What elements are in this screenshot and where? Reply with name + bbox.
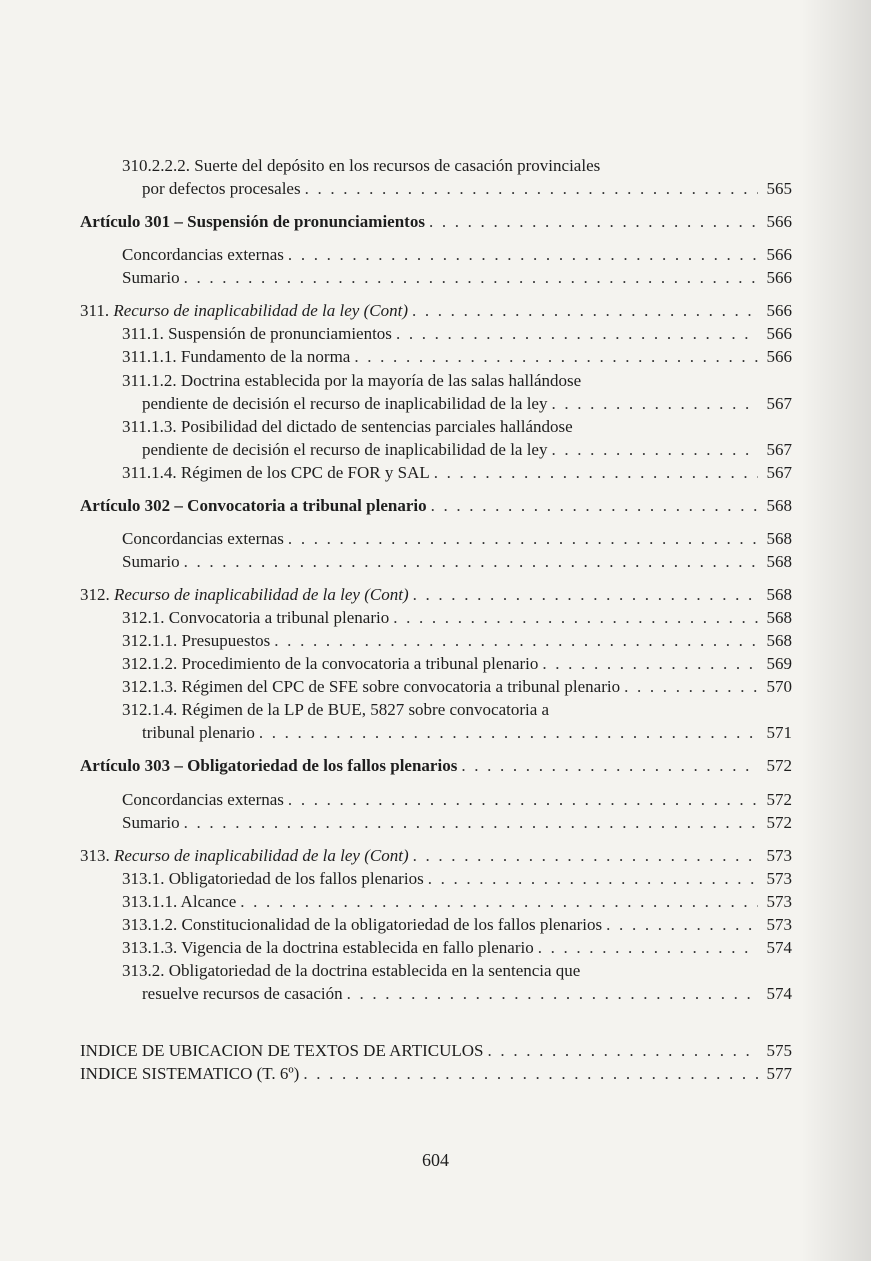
toc-entry-text: 312.1.1. Presupuestos xyxy=(122,631,271,651)
toc-entry[interactable] xyxy=(80,527,792,550)
leader-dots xyxy=(412,299,758,322)
toc-entry[interactable] xyxy=(80,629,792,652)
toc-page: 573 xyxy=(766,868,792,888)
toc-entry[interactable] xyxy=(80,652,792,675)
section-number: 312. xyxy=(80,584,110,604)
toc-entry-text: 313.2. Obligatoriedad de la doctrina establecida en la sentencia que xyxy=(122,961,581,981)
toc-page: 573 xyxy=(766,914,792,934)
toc-entry[interactable] xyxy=(80,243,792,266)
toc-page: 569 xyxy=(766,654,792,674)
section-name: Recurso de inaplicabilidad de la ley (Cont) xyxy=(114,845,409,865)
toc-entry-text: INDICE SISTEMATICO (T. 6º) xyxy=(80,1064,300,1084)
toc-page: 574 xyxy=(766,938,792,958)
toc-page: 566 xyxy=(766,245,792,265)
leader-dots xyxy=(288,243,758,266)
toc-section-312[interactable] xyxy=(80,583,792,606)
leader-dots xyxy=(624,675,758,698)
toc-page: 570 xyxy=(766,677,792,697)
toc-page: 572 xyxy=(766,812,792,832)
leader-dots xyxy=(461,754,758,777)
toc-entry[interactable] xyxy=(80,550,792,573)
toc-entry-text: 312.1.4. Régimen de la LP de BUE, 5827 sobre convocatoria a xyxy=(122,700,550,720)
toc-entry[interactable] xyxy=(80,890,792,913)
toc-page: 568 xyxy=(766,551,792,571)
page-edge-shadow xyxy=(801,0,871,1261)
section-name: Recurso de inaplicabilidad de la ley (Cont) xyxy=(114,584,409,604)
toc-entry-text-cont: por defectos procesales xyxy=(142,179,301,198)
toc-entry-text-cont: pendiente de decisión el recurso de inaplicabilidad de la ley xyxy=(142,439,548,459)
toc-page: 566 xyxy=(766,301,792,321)
leader-dots xyxy=(393,606,758,629)
toc-entry-text: 313.1.2. Constitucionalidad de la obligatoriedad de los fallos plenarios xyxy=(122,914,603,934)
toc-entry-text: Sumario xyxy=(122,268,180,288)
toc-page: 568 xyxy=(766,495,792,515)
toc-entry-text: 311.1.2. Doctrina establecida por la mayoría de las salas hallándose xyxy=(122,370,582,390)
toc-page: 572 xyxy=(766,756,792,776)
leader-dots xyxy=(542,652,758,675)
toc-page: 577 xyxy=(766,1064,792,1084)
toc-section-311[interactable] xyxy=(80,299,792,322)
leader-dots xyxy=(488,1039,758,1062)
leader-dots xyxy=(259,721,758,744)
toc-entry[interactable] xyxy=(80,606,792,629)
leader-dots xyxy=(240,890,758,913)
toc-page: 567 xyxy=(766,462,792,482)
toc-entry-text: Concordancias externas xyxy=(122,528,284,548)
toc-page: 573 xyxy=(766,845,792,865)
page-number: 604 xyxy=(422,1150,449,1170)
toc-entry-text: Concordancias externas xyxy=(122,245,284,265)
toc-page: 566 xyxy=(766,212,792,231)
toc-page: 567 xyxy=(766,439,792,459)
toc-entry[interactable] xyxy=(80,788,792,811)
toc-entry[interactable] xyxy=(80,415,792,461)
section-number: 313. xyxy=(80,845,110,865)
toc-page: 568 xyxy=(766,584,792,604)
toc-index-entry[interactable] xyxy=(80,1062,792,1085)
leader-dots xyxy=(428,867,758,890)
toc-article-301[interactable] xyxy=(80,210,792,233)
toc-entry-text-cont: pendiente de decisión el recurso de inaplicabilidad de la ley xyxy=(142,393,548,413)
toc-page: 566 xyxy=(766,324,792,344)
toc-entry[interactable] xyxy=(80,811,792,834)
leader-dots xyxy=(413,844,758,867)
toc-entry-text: 312.1.2. Procedimiento de la convocatoria a tribunal plenario xyxy=(122,654,539,674)
toc-entry-text-cont: resuelve recursos de casación xyxy=(142,984,343,1004)
toc-entry[interactable] xyxy=(80,698,792,744)
toc-article-303[interactable] xyxy=(80,754,792,777)
toc-entry[interactable] xyxy=(80,675,792,698)
section-name: Recurso de inaplicabilidad de la ley (Cont) xyxy=(113,301,408,321)
table-of-contents xyxy=(80,154,792,1085)
toc-entry[interactable] xyxy=(80,345,792,368)
toc-page: 573 xyxy=(766,891,792,911)
leader-dots xyxy=(184,550,758,573)
toc-entry[interactable] xyxy=(80,936,792,959)
toc-entry-text-cont: tribunal plenario xyxy=(142,723,255,743)
toc-article-302[interactable] xyxy=(80,494,792,517)
toc-entry-text: 311.1. Suspensión de pronunciamientos xyxy=(122,324,392,344)
leader-dots xyxy=(288,527,758,550)
toc-entry[interactable] xyxy=(80,322,792,345)
toc-page: 566 xyxy=(766,268,792,288)
toc-page: 565 xyxy=(766,179,792,198)
toc-entry-text: 313.1.3. Vigencia de la doctrina establecida en fallo plenario xyxy=(122,938,534,958)
toc-page: 571 xyxy=(766,723,792,743)
section-title xyxy=(80,299,408,322)
toc-entry[interactable] xyxy=(80,369,792,415)
leader-dots xyxy=(305,177,758,200)
toc-entry-text: 313.1. Obligatoriedad de los fallos plenarios xyxy=(122,868,424,888)
toc-entry-text: 311.1.1. Fundamento de la norma xyxy=(122,347,351,367)
toc-page: 574 xyxy=(766,984,792,1004)
toc-entry[interactable] xyxy=(80,959,792,1005)
leader-dots xyxy=(606,913,758,936)
toc-entry[interactable] xyxy=(80,867,792,890)
toc-entry-text: Sumario xyxy=(122,551,180,571)
toc-entry-text: 312.1.3. Régimen del CPC de SFE sobre convocatoria a tribunal plenario xyxy=(122,677,621,697)
toc-entry[interactable] xyxy=(80,913,792,936)
section-title xyxy=(80,844,409,867)
toc-entry[interactable] xyxy=(80,461,792,484)
toc-page: 572 xyxy=(766,789,792,809)
toc-page: 568 xyxy=(766,608,792,628)
leader-dots xyxy=(347,982,758,1005)
toc-entry[interactable] xyxy=(80,154,792,200)
leader-dots xyxy=(288,788,758,811)
toc-page: 566 xyxy=(766,347,792,367)
leader-dots xyxy=(303,1062,758,1085)
leader-dots xyxy=(274,629,758,652)
leader-dots xyxy=(184,266,758,289)
leader-dots xyxy=(413,583,758,606)
toc-page: 568 xyxy=(766,631,792,651)
toc-section-313[interactable] xyxy=(80,844,792,867)
leader-dots xyxy=(184,811,758,834)
leader-dots xyxy=(551,392,758,415)
toc-page: 575 xyxy=(766,1041,792,1061)
toc-entry-text: Concordancias externas xyxy=(122,789,284,809)
toc-entry-text: 310.2.2.2. Suerte del depósito en los recursos de casación provinciales xyxy=(122,156,601,175)
toc-entry-text: Sumario xyxy=(122,812,180,832)
toc-entry-text: 313.1.1. Alcance xyxy=(122,891,237,911)
article-title: Artículo 302 – Convocatoria a tribunal plenario xyxy=(80,495,427,515)
article-title: Artículo 303 – Obligatoriedad de los fallos plenarios xyxy=(80,756,458,776)
toc-index-entry[interactable] xyxy=(80,1039,792,1062)
toc-page: 567 xyxy=(766,393,792,413)
leader-dots xyxy=(434,461,758,484)
leader-dots xyxy=(538,936,758,959)
toc-entry-text: 312.1. Convocatoria a tribunal plenario xyxy=(122,608,390,628)
section-number: 311. xyxy=(80,301,110,321)
toc-entry-text: 311.1.4. Régimen de los CPC de FOR y SAL xyxy=(122,462,430,482)
toc-entry-text: 311.1.3. Posibilidad del dictado de sentencias parciales hallándose xyxy=(122,416,573,436)
leader-dots xyxy=(354,345,758,368)
leader-dots xyxy=(431,494,758,517)
leader-dots xyxy=(396,322,758,345)
toc-entry[interactable] xyxy=(80,266,792,289)
article-title: Artículo 301 – Suspensión de pronunciamientos xyxy=(80,212,425,231)
leader-dots xyxy=(429,210,758,233)
toc-entry-text: INDICE DE UBICACION DE TEXTOS DE ARTICULOS xyxy=(80,1041,484,1061)
leader-dots xyxy=(551,438,758,461)
toc-page: 568 xyxy=(766,528,792,548)
section-title xyxy=(80,583,409,606)
